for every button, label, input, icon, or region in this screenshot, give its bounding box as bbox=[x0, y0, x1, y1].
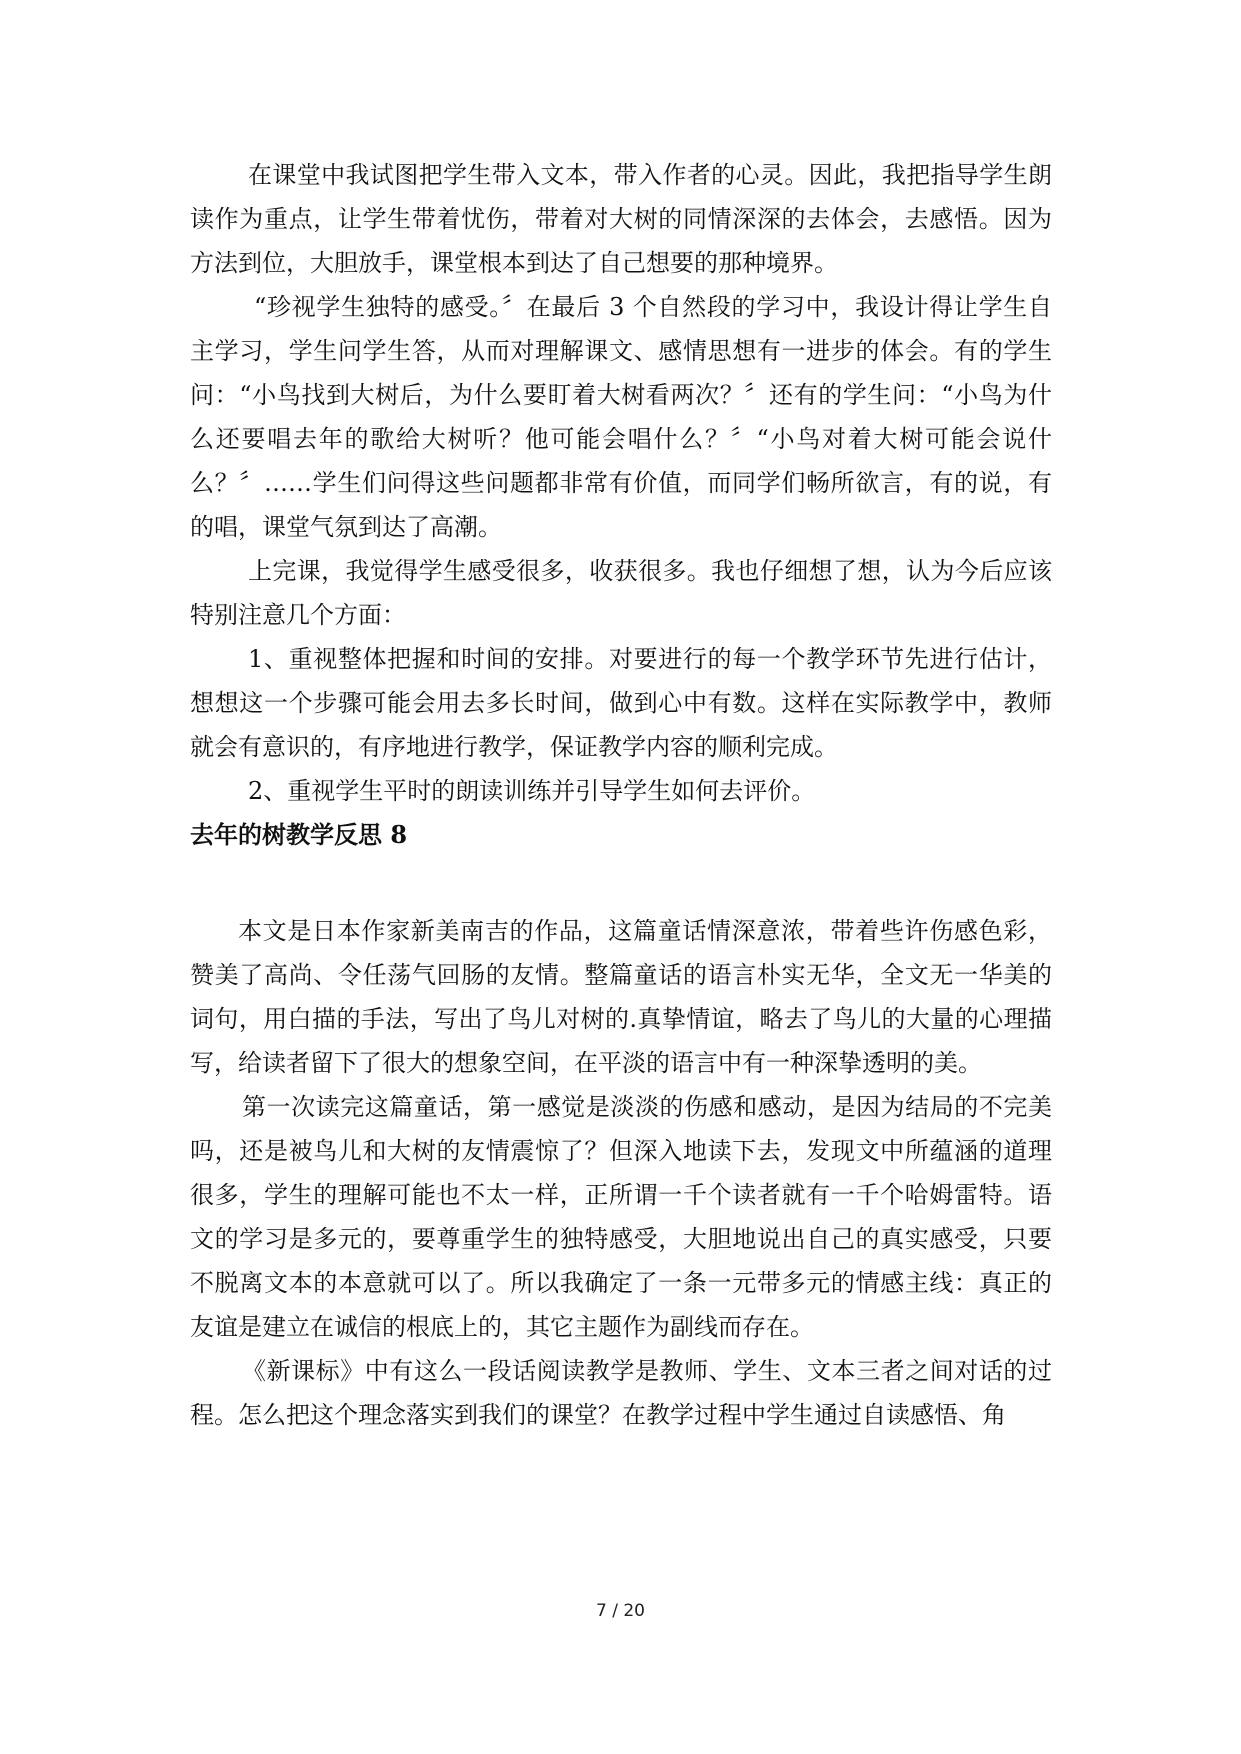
paragraph-after-class: 上完课，我觉得学生感受很多，收获很多。我也仔细想了想，认为今后应该特别注意几个方面： bbox=[190, 557, 1052, 629]
paragraph-work-introduction: 本文是日本作家新美南吉的作品，这篇童话情深意浓，带着些许伤感色彩，赞美了高尚、令任荡气回肠的友情。整篇童话的语言朴实无华，全文无一华美的词句，用白描的手法，写出了鸟儿对树的.真挚情谊，略去了鸟儿的大量的心理描写，给读者留下了很大的想象空间，在平淡的语言中有一种深挚透明的美。 bbox=[190, 917, 1052, 1077]
paragraph-classroom-reading: 在课堂中我试图把学生带入文本，带入作者的心灵。因此，我把指导学生朗读作为重点，让学生带着忧伤，带着对大树的同情深深的去体会，去感悟。因为方法到位，大胆放手，课堂根本到达了自己想要的那种境界。 bbox=[190, 161, 1052, 277]
section-spacing bbox=[190, 857, 1052, 909]
paragraph-first-reading: 第一次读完这篇童话，第一感觉是淡淡的伤感和感动，是因为结局的不完美吗，还是被鸟儿和大树的友情震惊了？但深入地读下去，发现文中所蕴涵的道理很多，学生的理解可能也不太一样，正所谓一千个读者就有一千个哈姆雷特。语文的学习是多元的，要尊重学生的独特感受，大胆地说出自己的真实感受，只要不脱离文本的本意就可以了。所以我确定了一条一元带多元的情感主线：真正的友谊是建立在诚信的根底上的，其它主题作为副线而存在。 bbox=[190, 1093, 1052, 1341]
paragraph-point-two: 2、重视学生平时的朗读训练并引导学生如何去评价。 bbox=[248, 777, 816, 805]
document-body bbox=[190, 153, 1052, 1437]
page-number: 7 / 20 bbox=[596, 1601, 645, 1621]
paragraph-student-feelings: “珍视学生独特的感受。〞在最后 3 个自然段的学习中，我设计得让学生自主学习，学生问学生答，从而对理解课文、感情思想有一进步的体会。有的学生问：“小鸟找到大树后，为什么要盯着大树看两次？〞还有的学生问：“小鸟为什么还要唱去年的歌给大树听？他可能会唱什么？〞“小鸟对着大树可能会说什么？〞……学生们问得这些问题都非常有价值，而同学们畅所欲言，有的说，有的唱，课堂气氛到达了高潮。 bbox=[190, 293, 1052, 541]
section-heading: 去年的树教学反思 8 bbox=[190, 820, 408, 849]
paragraph-curriculum-standard: 《新课标》中有这么一段话阅读教学是教师、学生、文本三者之间对话的过程。怎么把这个理念落实到我们的课堂？在教学过程中学生通过自读感悟、角 bbox=[190, 1357, 1052, 1429]
paragraph-point-one: 1、重视整体把握和时间的安排。对要进行的每一个教学环节先进行估计，想想这一个步骤可能会用去多长时间，做到心中有数。这样在实际教学中，教师就会有意识的，有序地进行教学，保证教学内容的顺利完成。 bbox=[190, 645, 1052, 761]
